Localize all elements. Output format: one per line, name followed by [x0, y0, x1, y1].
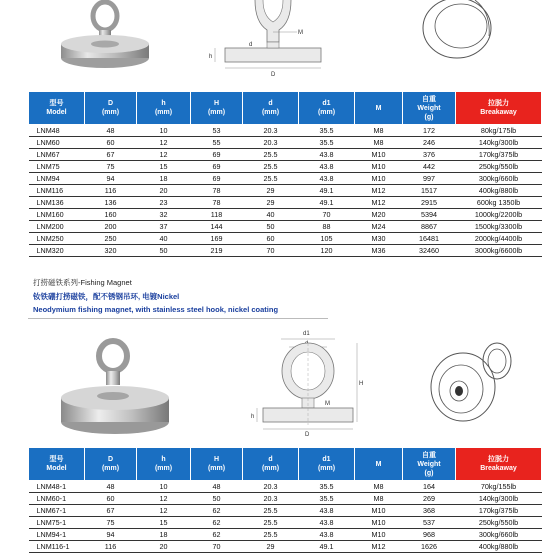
- spec-cell: 43.8: [299, 505, 355, 517]
- spec-cell: 105: [299, 233, 355, 245]
- spec-cell: 35.5: [299, 481, 355, 493]
- spec-cell: 40: [137, 233, 191, 245]
- model-cell: LNM160: [29, 209, 85, 221]
- section-description-en: Neodymium fishing magnet, with stainless steel hook, nickel coating: [33, 305, 279, 314]
- table-row: [29, 493, 542, 505]
- table-row: [29, 529, 542, 541]
- spec-cell: M8: [355, 137, 403, 149]
- model-cell: LNM67: [29, 149, 85, 161]
- model-cell: LNM200: [29, 221, 85, 233]
- spec-cell: 1500kg/3300lb: [456, 221, 542, 233]
- spec-cell: 29: [243, 197, 299, 209]
- col-header-d-outer: D (mm): [85, 92, 137, 125]
- spec-cell: 10: [137, 125, 191, 137]
- spec-cell: 15: [137, 517, 191, 529]
- spec-cell: M36: [355, 245, 403, 257]
- spec-cell: 25.5: [243, 529, 299, 541]
- spec-cell: M8: [355, 125, 403, 137]
- spec-cell: 18: [137, 173, 191, 185]
- spec-cell: 16481: [403, 233, 456, 245]
- spec-cell: M20: [355, 209, 403, 221]
- spec-cell: 25.5: [243, 517, 299, 529]
- spec-cell: 62: [191, 529, 243, 541]
- svg-text:M: M: [325, 401, 330, 407]
- spec-cell: M8: [355, 493, 403, 505]
- table-row: [29, 209, 542, 221]
- spec-cell: 49.1: [299, 185, 355, 197]
- spec-cell: M10: [355, 149, 403, 161]
- spec-cell: 537: [403, 517, 456, 529]
- spec-cell: 12: [137, 149, 191, 161]
- spec-cell: 75: [85, 161, 137, 173]
- table-row: [29, 233, 542, 245]
- col-header-d-small: d (mm): [243, 92, 299, 125]
- model-cell: LNM250: [29, 233, 85, 245]
- table-row: [29, 517, 542, 529]
- spec-cell: 67: [85, 149, 137, 161]
- label-d: D: [271, 72, 276, 78]
- spec-cell: 172: [403, 125, 456, 137]
- model-cell: LNM116-1: [29, 541, 85, 553]
- section-description-cn: 钕铁硼打捞磁铁，配不锈钢吊环, 电镀Nickel: [33, 292, 180, 301]
- spec-cell: 70: [191, 541, 243, 553]
- spec-cell: 35.5: [299, 493, 355, 505]
- spec-cell: 136: [85, 197, 137, 209]
- spec-cell: 75: [85, 517, 137, 529]
- table-row: [29, 149, 542, 161]
- table-row: [29, 197, 542, 209]
- spec-cell: 50: [137, 245, 191, 257]
- spec-cell: 69: [191, 173, 243, 185]
- spec-cell: M24: [355, 221, 403, 233]
- spec-cell: 250kg/550lb: [456, 161, 542, 173]
- spec-cell: 43.8: [299, 173, 355, 185]
- col-header-d1: d1 (mm): [299, 92, 355, 125]
- spec-cell: 5394: [403, 209, 456, 221]
- spec-cell: 116: [85, 541, 137, 553]
- technical-drawing-top: [205, 0, 340, 80]
- spec-cell: 600kg 1350lb: [456, 197, 542, 209]
- spec-cell: 37: [137, 221, 191, 233]
- spec-table-standard: [28, 91, 542, 257]
- table-row: [29, 245, 542, 257]
- table-row: [29, 125, 542, 137]
- spec-cell: 20.3: [243, 125, 299, 137]
- col-header-weight: 自重 Weight (g): [403, 448, 456, 481]
- spec-cell: 80kg/175lb: [456, 125, 542, 137]
- spec-cell: 49.1: [299, 197, 355, 209]
- spec-cell: 32: [137, 209, 191, 221]
- model-cell: LNM48-1: [29, 481, 85, 493]
- spec-cell: 94: [85, 529, 137, 541]
- label-d1: d1: [303, 331, 310, 337]
- spec-cell: 20.3: [243, 481, 299, 493]
- spec-cell: 29: [243, 541, 299, 553]
- spec-cell: 246: [403, 137, 456, 149]
- spec-cell: 49.1: [299, 541, 355, 553]
- spec-cell: 997: [403, 173, 456, 185]
- model-cell: LNM60: [29, 137, 85, 149]
- col-header-thread: M: [355, 448, 403, 481]
- model-cell: LNM48: [29, 125, 85, 137]
- spec-cell: 43.8: [299, 161, 355, 173]
- table-row: [29, 185, 542, 197]
- spec-cell: 164: [403, 481, 456, 493]
- spec-cell: 62: [191, 517, 243, 529]
- spec-cell: 2915: [403, 197, 456, 209]
- spec-cell: 78: [191, 185, 243, 197]
- spec-cell: 62: [191, 505, 243, 517]
- spec-cell: 269: [403, 493, 456, 505]
- svg-text:H: H: [359, 381, 364, 387]
- spec-cell: 20.3: [243, 137, 299, 149]
- table-row: [29, 505, 542, 517]
- spec-cell: 144: [191, 221, 243, 233]
- spec-cell: 20: [137, 185, 191, 197]
- spec-cell: 968: [403, 529, 456, 541]
- col-header-model: 型号 Model: [29, 448, 85, 481]
- spec-cell: 219: [191, 245, 243, 257]
- spec-cell: 70: [243, 245, 299, 257]
- spec-cell: 118: [191, 209, 243, 221]
- col-header-d-outer: D (mm): [85, 448, 137, 481]
- spec-cell: 43.8: [299, 517, 355, 529]
- spec-cell: 12: [137, 493, 191, 505]
- spec-cell: M12: [355, 197, 403, 209]
- spec-cell: 43.8: [299, 529, 355, 541]
- spec-cell: 160: [85, 209, 137, 221]
- label-h: h: [209, 54, 213, 60]
- spec-cell: 368: [403, 505, 456, 517]
- spec-cell: 116: [85, 185, 137, 197]
- spec-cell: 15: [137, 161, 191, 173]
- spec-cell: M10: [355, 161, 403, 173]
- spec-cell: 55: [191, 137, 243, 149]
- spec-cell: 50: [243, 221, 299, 233]
- spec-cell: 300kg/660lb: [456, 173, 542, 185]
- col-header-h-total: H (mm): [191, 448, 243, 481]
- svg-text:d: d: [249, 42, 253, 48]
- magnet-sketch-top: [415, 0, 515, 80]
- model-cell: LNM75-1: [29, 517, 85, 529]
- svg-text:D: D: [305, 432, 310, 437]
- spec-table-fishing: [28, 447, 542, 553]
- section-divider: [28, 318, 328, 319]
- table-row: [29, 161, 542, 173]
- spec-cell: 300kg/660lb: [456, 529, 542, 541]
- col-header-d-small: d (mm): [243, 448, 299, 481]
- spec-cell: 35.5: [299, 137, 355, 149]
- spec-cell: 169: [191, 233, 243, 245]
- spec-cell: 23: [137, 197, 191, 209]
- col-header-thread: M: [355, 92, 403, 125]
- spec-cell: 120: [299, 245, 355, 257]
- spec-cell: 20: [137, 541, 191, 553]
- spec-cell: 70: [299, 209, 355, 221]
- spec-cell: M30: [355, 233, 403, 245]
- spec-cell: 1000kg/2200lb: [456, 209, 542, 221]
- spec-cell: 400kg/880lb: [456, 541, 542, 553]
- section-title: 打捞磁铁系列-Fishing Magnet: [33, 278, 132, 287]
- spec-cell: 200: [85, 221, 137, 233]
- spec-cell: 53: [191, 125, 243, 137]
- model-cell: LNM94: [29, 173, 85, 185]
- table-row: [29, 541, 542, 553]
- spec-cell: 170kg/375lb: [456, 149, 542, 161]
- col-header-breakaway: 拉脱力 Breakaway: [456, 92, 542, 125]
- col-header-breakaway: 拉脱力 Breakaway: [456, 448, 542, 481]
- col-header-d1: d1 (mm): [299, 448, 355, 481]
- spec-cell: 70kg/155lb: [456, 481, 542, 493]
- label-m: M: [298, 30, 303, 36]
- spec-cell: 8867: [403, 221, 456, 233]
- spec-cell: 48: [191, 481, 243, 493]
- spec-cell: 67: [85, 505, 137, 517]
- svg-text:h: h: [251, 414, 255, 420]
- spec-cell: 18: [137, 529, 191, 541]
- spec-cell: 25.5: [243, 149, 299, 161]
- spec-cell: 25.5: [243, 505, 299, 517]
- model-cell: LNM136: [29, 197, 85, 209]
- magnet-photo-middle: [55, 338, 180, 443]
- spec-cell: M10: [355, 529, 403, 541]
- table-row: [29, 173, 542, 185]
- spec-cell: 48: [85, 125, 137, 137]
- model-cell: LNM75: [29, 161, 85, 173]
- spec-cell: 170kg/375lb: [456, 505, 542, 517]
- model-cell: LNM320: [29, 245, 85, 257]
- spec-cell: 1517: [403, 185, 456, 197]
- table-row: [29, 481, 542, 493]
- spec-cell: 40: [243, 209, 299, 221]
- col-header-h-small: h (mm): [137, 92, 191, 125]
- spec-cell: 250: [85, 233, 137, 245]
- spec-cell: 12: [137, 505, 191, 517]
- spec-cell: 25.5: [243, 161, 299, 173]
- table-row: [29, 137, 542, 149]
- spec-cell: 25.5: [243, 173, 299, 185]
- magnet-sketch-middle: [425, 335, 525, 435]
- spec-cell: 88: [299, 221, 355, 233]
- spec-cell: 29: [243, 185, 299, 197]
- spec-cell: 69: [191, 161, 243, 173]
- spec-cell: M12: [355, 185, 403, 197]
- table-row: [29, 221, 542, 233]
- spec-cell: M8: [355, 481, 403, 493]
- spec-cell: 1626: [403, 541, 456, 553]
- model-cell: LNM60-1: [29, 493, 85, 505]
- spec-cell: M10: [355, 505, 403, 517]
- spec-cell: 250kg/550lb: [456, 517, 542, 529]
- spec-cell: M12: [355, 541, 403, 553]
- spec-cell: 10: [137, 481, 191, 493]
- magnet-photo-top: [50, 0, 160, 80]
- model-cell: LNM94-1: [29, 529, 85, 541]
- col-header-model: 型号 Model: [29, 92, 85, 125]
- spec-cell: 78: [191, 197, 243, 209]
- spec-cell: 69: [191, 149, 243, 161]
- spec-cell: 140kg/300lb: [456, 493, 542, 505]
- spec-cell: 60: [85, 137, 137, 149]
- spec-cell: 43.8: [299, 149, 355, 161]
- spec-cell: M10: [355, 517, 403, 529]
- spec-cell: 94: [85, 173, 137, 185]
- col-header-h-small: h (mm): [137, 448, 191, 481]
- spec-cell: 50: [191, 493, 243, 505]
- spec-cell: 12: [137, 137, 191, 149]
- col-header-h-total: H (mm): [191, 92, 243, 125]
- spec-cell: M10: [355, 173, 403, 185]
- spec-cell: 140kg/300lb: [456, 137, 542, 149]
- spec-cell: 35.5: [299, 125, 355, 137]
- spec-cell: 60: [85, 493, 137, 505]
- spec-cell: 48: [85, 481, 137, 493]
- col-header-weight: 自重 Weight (g): [403, 92, 456, 125]
- spec-cell: 400kg/880lb: [456, 185, 542, 197]
- model-cell: LNM67-1: [29, 505, 85, 517]
- spec-cell: 60: [243, 233, 299, 245]
- spec-cell: 32460: [403, 245, 456, 257]
- spec-cell: 3000kg/6600lb: [456, 245, 542, 257]
- spec-cell: 20.3: [243, 493, 299, 505]
- model-cell: LNM116: [29, 185, 85, 197]
- spec-cell: 442: [403, 161, 456, 173]
- spec-cell: 2000kg/4400lb: [456, 233, 542, 245]
- technical-drawing-middle: [245, 325, 370, 437]
- spec-cell: 320: [85, 245, 137, 257]
- spec-cell: 376: [403, 149, 456, 161]
